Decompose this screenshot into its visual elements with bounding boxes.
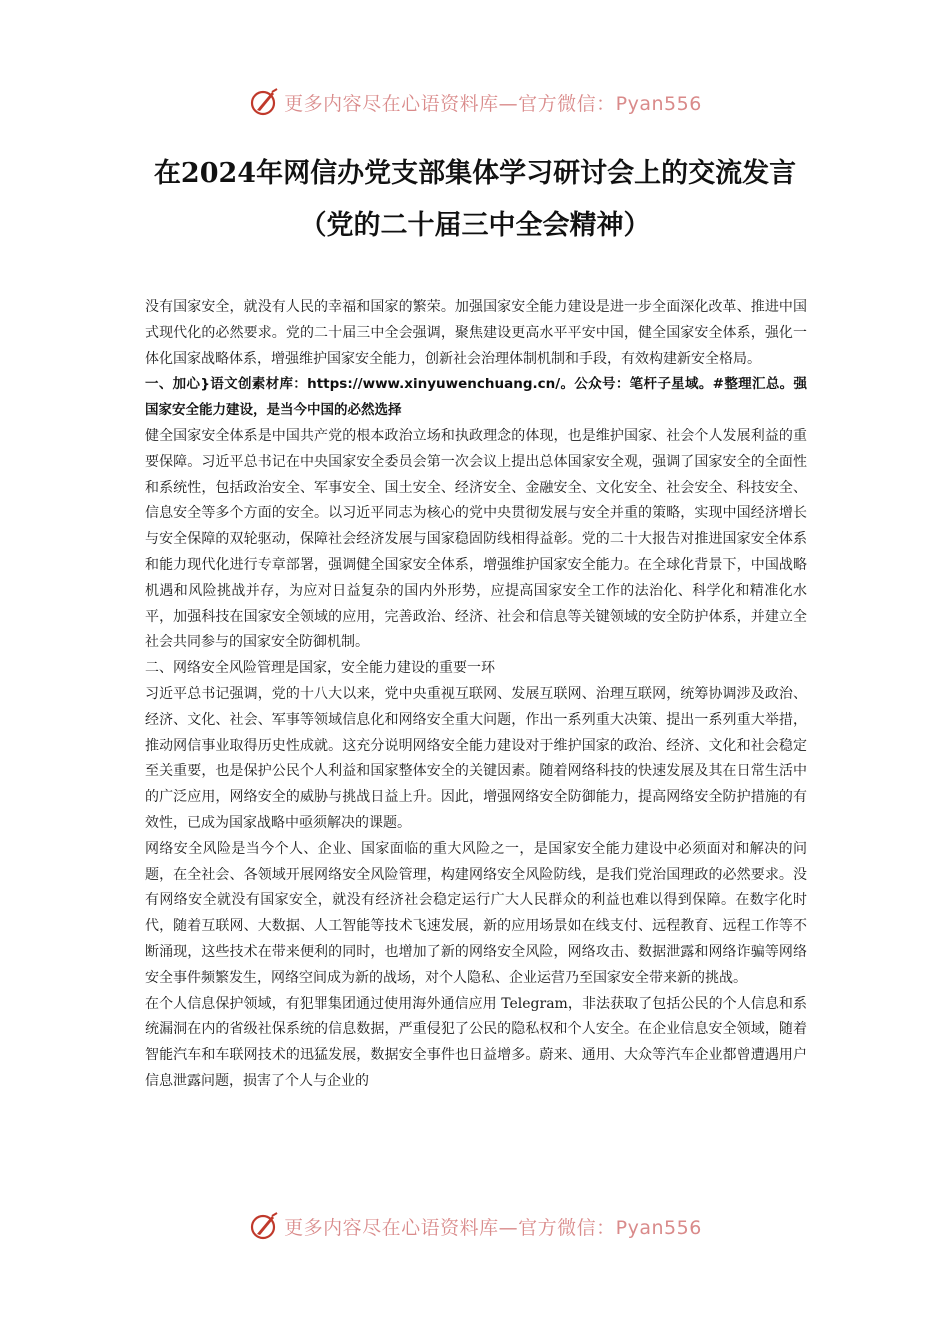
footer-banner xyxy=(0,1206,950,1246)
paragraph-section-2a: 习近平总书记强调，党的十八大以来，党中央重视互联网、发展互联网、治理互联网，统筹协调涉及政治、经济、文化、社会、军事等领域信息化和网络安全重大问题，作出一系列重大决策、提出一系列重大举措，推动网信事业取得历史性成就。这充分说明网络安全能力建设对于维护国家的政治、经济、文化和社会稳定至关重要，也是保护公民个人利益和国家整体安全的关键因素。随着网络科技的快速发展及其在日常生活中的广泛应用，网络安全的威胁与挑战日益上升。因此，增强网络安全防御能力，提高网络安全防护措施的有效性，已成为国家战略中亟须解决的课题。 xyxy=(145,685,807,831)
document-title: 在2024年网信办党支部集体学习研讨会上的交流发言（党的二十届三中全会精神） xyxy=(153,158,797,241)
section-heading-2: 二、网络安全风险管理是国家，安全能力建设的重要一环 xyxy=(145,660,495,677)
quill-pen-circle-icon xyxy=(248,1210,280,1242)
header-banner xyxy=(0,82,950,122)
quill-pen-circle-icon xyxy=(248,86,280,118)
section-heading-1: 一、加心}语文创素材库：https://www.xinyuwenchuang.cn/。公众号：笔杆子星域。#整理汇总。强国家安全能力建设，是当今中国的必然选择 xyxy=(145,376,807,419)
document-body xyxy=(145,295,807,1095)
banner-text: 更多内容尽在心语资料库—官方微信：Pyan556 xyxy=(284,1216,702,1239)
paragraph-intro: 没有国家安全，就没有人民的幸福和国家的繁荣。加强国家安全能力建设是进一步全面深化改革、推进中国式现代化的必然要求。党的二十届三中全会强调，聚焦建设更高水平平安中国，健全国家安全体系，强化一体化国家战略体系，增强维护国家安全能力，创新社会治理体制机制和手段，有效构建新安全格局。 xyxy=(145,299,807,367)
paragraph-section-2b: 网络安全风险是当今个人、企业、国家面临的重大风险之一，是国家安全能力建设中必须面对和解决的问题，在全社会、各领域开展网络安全风险管理，构建网络安全风险防线，是我们党治国理政的必然要求。没有网络安全就没有国家安全，就没有经济社会稳定运行广大人民群众的利益也难以得到保障。在数字化时代，随着互联网、大数据、人工智能等技术飞速发展，新的应用场景如在线支付、远程教育、远程工作等不断涌现，这些技术在带来便利的同时，也增加了新的网络安全风险，网络攻击、数据泄露和网络诈骗等网络安全事件频繁发生，网络空间成为新的战场，对个人隐私、企业运营乃至国家安全带来新的挑战。 xyxy=(145,840,807,986)
paragraph-section-2c: 在个人信息保护领域，有犯罪集团通过使用海外通信应用 Telegram，非法获取了包括公民的个人信息和系统漏洞在内的省级社保系统的信息数据，严重侵犯了公民的隐私权和个人安全。在企业信息安全领域，随着智能汽车和车联网技术的迅猛发展，数据安全事件也日益增多。蔚来、通用、大众等汽车企业都曾遭遇用户信息泄露问题，损害了个人与企业的 xyxy=(145,995,807,1089)
banner-text: 更多内容尽在心语资料库—官方微信：Pyan556 xyxy=(284,92,702,115)
paragraph-section-1: 健全国家安全体系是中国共产党的根本政治立场和执政理念的体现，也是维护国家、社会个人发展利益的重要保障。习近平总书记在中央国家安全委员会第一次会议上提出总体国家安全观，强调了国家安全的全面性和系统性，包括政治安全、军事安全、国土安全、经济安全、金融安全、文化安全、社会安全、科技安全、信息安全等多个方面的安全。以习近平同志为核心的党中央贯彻发展与安全并重的策略，实现中国经济增长与安全保障的双轮驱动，保障社会经济发展与国家稳固防线相得益彰。党的二十大报告对推进国家安全体系和能力现代化进行专章部署，强调健全国家安全体系，增强维护国家安全能力。在全球化背景下，中国战略机遇和风险挑战并存，为应对日益复杂的国内外形势，应提高国家安全工作的法治化、科学化和精准化水平，加强科技在国家安全领域的应用，完善政治、经济、社会和信息等关键领域的安全防护体系，并建立全社会共同参与的国家安全防御机制。 xyxy=(145,427,807,651)
